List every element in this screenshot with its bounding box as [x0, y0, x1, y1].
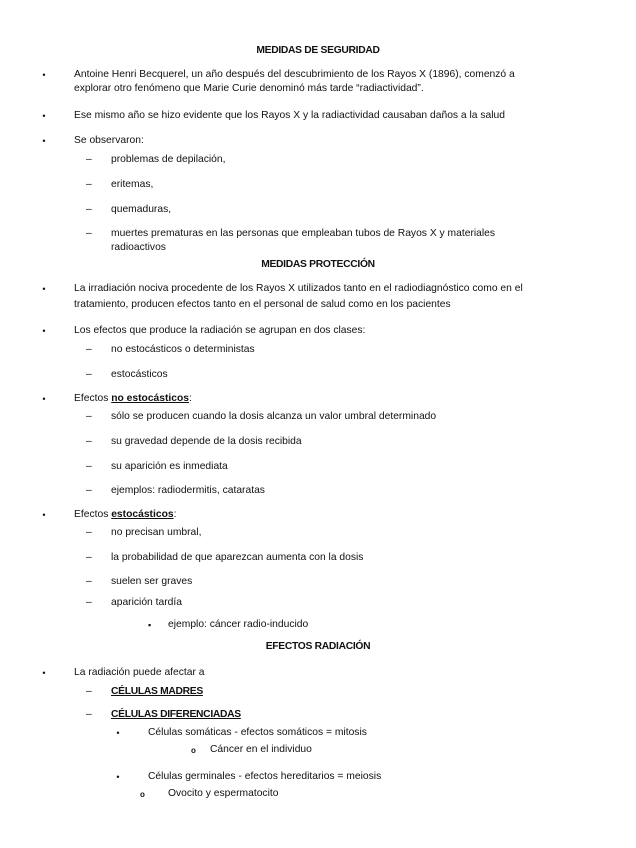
list-item: suelen ser graves	[111, 576, 193, 587]
list-item: la probabilidad de que aparezcan aumenta con la dosis	[111, 552, 364, 563]
colon: :	[173, 509, 177, 520]
circle-bullet: o	[140, 790, 145, 799]
list-item: eritemas,	[111, 179, 154, 190]
paragraph-becquerel: Antoine Henri Becquerel, un año después del descubrimiento de los Rayos X (1896), comenzó a	[74, 69, 515, 80]
effects-prefix: Efectos	[74, 509, 112, 520]
bullet: •	[42, 284, 46, 294]
dash-marker: –	[86, 597, 92, 608]
heading-medidas-seguridad: MEDIDAS DE SEGURIDAD	[256, 45, 380, 56]
bullet: •	[42, 510, 46, 520]
dash-marker: –	[86, 461, 92, 472]
paragraph-irradiacion: La irradiación nociva procedente de los Rayos X utilizados tanto en el radiodiagnóstico como en el	[74, 283, 523, 294]
heading-estocasticos	[74, 508, 176, 522]
bullet: •	[42, 394, 46, 404]
somatic-sub: Cáncer en el individuo	[210, 744, 312, 755]
list-item: problemas de depilación,	[111, 154, 226, 165]
bullet: •	[116, 772, 120, 782]
dash-marker: –	[86, 344, 92, 355]
list-item: no estocásticos o deterministas	[111, 344, 255, 355]
cells-madres: CÉLULAS MADRES	[111, 686, 203, 697]
dash-marker: –	[86, 709, 92, 720]
paragraph-clases: Los efectos que produce la radiación se agrupan en dos clases:	[74, 325, 366, 336]
list-item: sólo se producen cuando la dosis alcanza un valor umbral determinado	[111, 411, 437, 422]
dash-marker: –	[86, 436, 92, 447]
dash-marker: –	[86, 686, 92, 697]
effects-prefix: Efectos	[74, 393, 112, 404]
list-item: ejemplos: radiodermitis, cataratas	[111, 485, 265, 496]
effects-estocasticos: estocásticos	[111, 509, 174, 520]
list-item: muertes prematuras en las personas que empleaban tubos de Rayos X y materiales	[111, 228, 496, 239]
list-item: quemaduras,	[111, 204, 172, 215]
dash-marker: –	[86, 204, 92, 215]
list-item: su gravedad depende de la dosis recibida	[111, 436, 302, 447]
heading-medidas-proteccion: MEDIDAS PROTECCIÓN	[261, 259, 375, 270]
germinal-cells: Células germinales - efectos hereditarios = meiosis	[148, 771, 382, 782]
somatic-cells: Células somáticas - efectos somáticos = mitosis	[148, 727, 367, 738]
paragraph-becquerel-cont: explorar otro fenómeno que Marie Curie denominó más tarde “radiactividad”.	[74, 83, 424, 94]
dash-marker: –	[86, 576, 92, 587]
dash-marker: –	[86, 179, 92, 190]
dash-marker: –	[86, 411, 92, 422]
heading-no-estocasticos	[74, 392, 192, 406]
sub-list-item: ejemplo: cáncer radio-inducido	[168, 619, 309, 630]
bullet: •	[42, 668, 46, 678]
dash-marker: –	[86, 527, 92, 538]
list-item-cont: radioactivos	[111, 242, 166, 253]
germinal-sub: Ovocito y espermatocito	[168, 788, 279, 799]
bullet: •	[116, 728, 120, 738]
cells-diferenciadas: CÉLULAS DIFERENCIADAS	[111, 709, 241, 720]
list-item: no precisan umbral,	[111, 527, 202, 538]
dash-marker: –	[86, 369, 92, 380]
paragraph-danos: Ese mismo año se hizo evidente que los Rayos X y la radiactividad causaban daños a la salud	[74, 110, 506, 121]
square-bullet: ▪	[148, 620, 152, 630]
effects-no-estocasticos: no estocásticos	[111, 393, 190, 404]
bullet: •	[42, 111, 46, 121]
list-item: su aparición es inmediata	[111, 461, 228, 472]
paragraph-afectar: La radiación puede afectar a	[74, 667, 205, 678]
paragraph-irradiacion-cont: tratamiento, producen efectos tanto en el personal de salud como en los pacientes	[74, 299, 451, 310]
paragraph-observaron: Se observaron:	[74, 135, 144, 146]
list-item: aparición tardía	[111, 597, 182, 608]
dash-marker: –	[86, 228, 92, 239]
dash-marker: –	[86, 154, 92, 165]
list-item: estocásticos	[111, 369, 168, 380]
bullet: •	[42, 70, 46, 80]
circle-bullet: o	[191, 746, 196, 755]
bullet: •	[42, 136, 46, 146]
colon: :	[189, 393, 192, 404]
dash-marker: –	[86, 552, 92, 563]
heading-efectos-radiacion: EFECTOS RADIACIÓN	[265, 641, 371, 652]
dash-marker: –	[86, 485, 92, 496]
bullet: •	[42, 326, 46, 336]
